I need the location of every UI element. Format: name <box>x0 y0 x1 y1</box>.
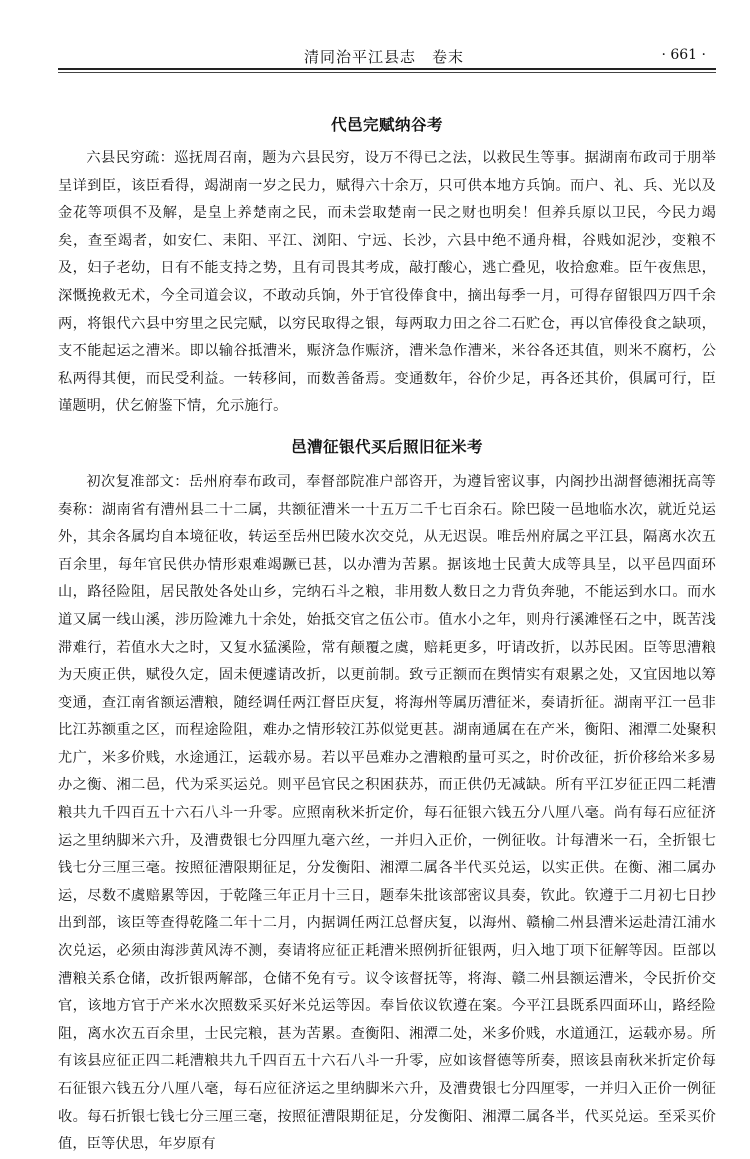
page-number: · 661 · <box>661 47 706 63</box>
section-body-yicao: 初次复准部文：岳州府奉布政司，奉督部院准户部咨开，为遵旨密议事，内阁抄出湖督德湘抚高等奏称：湖南省有漕州县二十二属，共额征漕米一十五万二千七百余石。除巴陵一邑地临水次，就近兑运外，其余各属均自本境征收，转运至岳州巴陵水次交兑，从无迟误。唯岳州府属之平江县，隔离水次五百余里，每年官民供办情形艰难竭蹶已甚，以办漕为苦累。据该地士民黄大成等具呈，以平邑四面环山，路径险阻，居民散处各处山乡，完纳石斗之粮，非用数人数日之力背负奔驰，不能运到水口。而水道又属一线山溪，涉历险滩九十余处，始抵交官之伍公市。值水小之年，则舟行溪滩怪石之中，既苦浅滞难行，若值水大之时，又复水猛溪险，常有颠覆之虞，赔耗更多，吁请改折，以苏民困。臣等思漕粮为天庾正供，赋役久定，固未便遽请改折，以更前制。致亏正额而在舆情实有艰累之处，又宜因地以筹变通，查江南省额运漕粮，随经调任两江督臣庆复，将海州等属历漕征米，奏请折征。湖南平江一邑非比江苏额重之区，而程途险阻，难办之情形较江苏似觉更甚。湖南通属在在产米，衡阳、湘潭二处聚积尤广，米多价贱，水途通江，运载亦易。若以平邑难办之漕粮酌量可买之，时价改征，折价移给米多易办之衡、湘二邑，代为采买运兑。则平邑官民之积困获苏，而正供仍无减缺。所有平江岁征正四二耗漕粮共九千四百五十六石八斗一升零。应照南秋米折定价，每石征银六钱五分八厘八毫。尚有每石应征济运之里纳脚米六升，及漕费银七分四厘九毫六丝，一并归入正价，一例征收。计每漕米一石，全折银七钱七分三厘三毫。按照征漕限期征足，分发衡阳、湘潭二属各半代买兑运，以实正供。在衡、湘二属办运，尽数不虞赔累等因，于乾隆三年正月十三日，题奉朱批该部密议具奏，钦此。钦遵于二月初七日抄出到部，该臣等查得乾隆二年十二月，内据调任两江总督庆复，以海州、赣榆二州县漕米运赴清江浦水次兑运，必须由海涉黄风涛不测，奏请将应征正耗漕米照例折征银两，归入地丁项下征解等因。臣部以漕粮关系仓储，改折银两解部，仓储不免有亏。议令该督抚等，将海、赣二州县额运漕米，令民折价交官，该地方官于产米水次照数采买好米兑运等因。奉旨依议钦遵在案。今平江县既系四面环山，路经险阻，离水次五百余里，士民完粮，甚为苦累。查衡阳、湘潭二处，米多价贱，水道通江，运载亦易。所有该县应征正四二耗漕粮共九千四百五十六石八斗一升零，应如该督德等所奏，照该县南秋米折定价每石征银六钱五分八厘八毫，每石应征济运之里纳脚米六升，及漕费银七分四厘零，一并归入正价一例征收。每石折银七钱七分三厘三毫，按照征漕限期征足，分发衡阳、湘潭二属各半，代买兑运。至采买价值，臣等伏思，年岁原有 <box>58 473 716 1153</box>
running-title: 清同治平江县志 卷末 <box>304 48 465 66</box>
document-page <box>58 42 716 1153</box>
header-rule <box>58 72 716 73</box>
section-body-daiyi: 六县民穷疏：巡抚周召南，题为六县民穷，设万不得已之法，以救民生等事。据湖南布政司于朋举呈详到臣，该臣看得，竭湖南一岁之民力，赋得六十余万，只可供本地方兵饷。而户、礼、兵、光以及金花等项俱不及解，是皇上养楚南之民，而未尝取楚南一民之财也明矣！但养兵原以卫民，今民力竭矣，查至竭者，如安仁、耒阳、平江、浏阳、宁远、长沙，六县中绝不通舟楫，谷贱如泥沙，变粮不及，妇子老幼，日有不能支持之势，且有司畏其考成，敲打酸心，逃亡叠见，收拾愈难。臣午夜焦思，深慨挽救无术，今全司道会议，不敢动兵饷，外于官役俸食中，摘出每季一月，可得存留银四万四千余两，将银代六县中穷里之民完赋，以穷民取得之银，每两取力田之谷二石贮仓，再以官俸役食之缺项，支不能起运之漕米。即以输谷抵漕米，赈济急作赈济，漕米急作漕米，米谷各还其值，则米不腐朽，公私两得其便，而民受利益。一转移间，而数善备焉。变通数年，谷价少足，再各还其价，俱属可行，臣谨题明，伏乞俯鉴下情，允示施行。 <box>58 150 716 415</box>
section-title-yicao: 邑漕征银代买后照旧征米考 <box>290 436 483 456</box>
section-title-daiyi: 代邑完赋纳谷考 <box>330 115 443 134</box>
running-header <box>58 42 716 70</box>
